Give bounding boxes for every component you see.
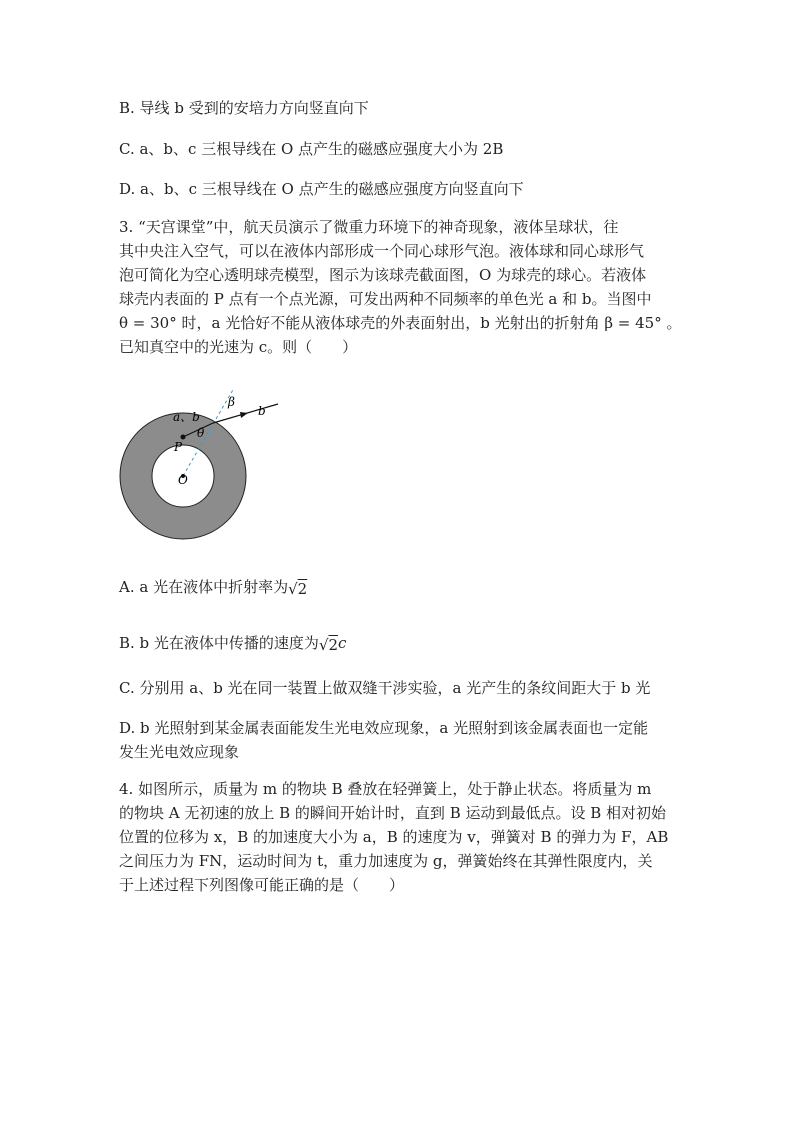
point-P xyxy=(181,435,186,440)
q4-line: 之间压力为 FN，运动时间为 t，重力加速度为 g，弹簧始终在其弹性限度内，关 xyxy=(119,852,653,870)
q3-option-b: B. b 光在液体中传播的速度为√2c xyxy=(119,634,347,654)
question-3-stem xyxy=(119,215,682,359)
q3-line: 3. “天宫课堂”中，航天员演示了微重力环境下的神奇现象，液体呈球状，往 xyxy=(119,218,619,236)
question-4-stem xyxy=(119,777,679,897)
q3-line: 其中央注入空气，可以在液体内部形成一个同心球形气泡。液体球和同心球形气 xyxy=(119,242,645,260)
q3-option-d: D. b 光照射到某金属表面能发生光电效应现象，a 光照射到该金属表面也一定能 发生光电效应现象 xyxy=(119,719,649,761)
sqrt-symbol: √2 xyxy=(318,636,339,654)
option-d-prev: D. a、b、c 三根导线在 O 点产生的磁感应强度方向竖直向下 xyxy=(119,180,524,198)
q4-line: 于上述过程下列图像可能正确的是（ ） xyxy=(119,876,405,894)
q3-line: θ = 30° 时，a 光恰好不能从液体球壳的外表面射出，b 光射出的折射角 β = 45° 。 xyxy=(119,314,682,332)
spherical-shell-figure xyxy=(110,380,310,560)
q3-option-a: A. a 光在液体中折射率为√2 xyxy=(119,578,308,598)
label-ab: a、b xyxy=(173,410,200,424)
q3-line: 泡可简化为空心透明球壳模型，图示为该球壳截面图，O 为球壳的球心。若液体 xyxy=(119,266,647,284)
option-c-prev: C. a、b、c 三根导线在 O 点产生的磁感应强度大小为 2B xyxy=(119,140,504,158)
q4-line: 的物块 A 无初速的放上 B 的瞬间开始计时，直到 B 运动到最低点。设 B 相对初始 xyxy=(119,804,667,822)
q3-option-c: C. 分别用 a、b 光在同一装置上做双缝干涉实验，a 光产生的条纹间距大于 b 光 xyxy=(119,679,651,697)
arrow-head xyxy=(240,412,248,418)
q4-line: 位置的位移为 x，B 的加速度大小为 a，B 的速度为 v，弹簧对 B 的弹力为 F，AB xyxy=(119,828,669,846)
label-b: b xyxy=(258,404,266,418)
q3-line: 球壳内表面的 P 点有一个点光源，可发出两种不同频率的单色光 a 和 b。当图中 xyxy=(119,290,652,308)
option-b-prev: B. 导线 b 受到的安培力方向竖直向下 xyxy=(119,99,369,117)
label-O: O xyxy=(178,473,188,487)
label-theta: θ xyxy=(197,426,205,440)
sqrt-symbol: √2 xyxy=(288,580,308,598)
label-beta: β xyxy=(228,395,235,409)
q4-line: 4. 如图所示，质量为 m 的物块 B 叠放在轻弹簧上，处于静止状态。将质量为 m xyxy=(119,780,652,798)
q3-line: 已知真空中的光速为 c。则（ ） xyxy=(119,338,358,356)
label-P: P xyxy=(174,440,183,454)
